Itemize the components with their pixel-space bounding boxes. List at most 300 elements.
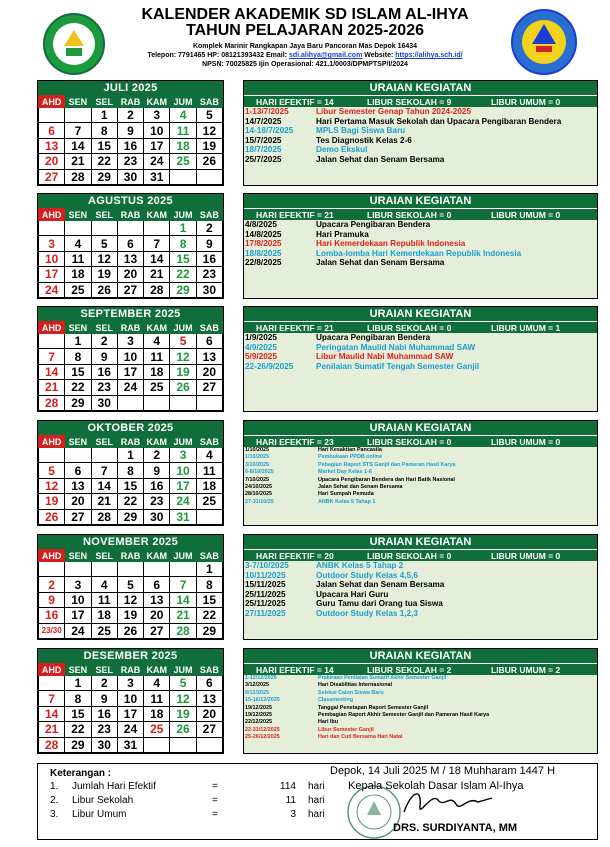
day-cell[interactable]: 8 <box>170 236 196 251</box>
month-stats <box>244 208 597 220</box>
day-cell[interactable]: 6 <box>39 123 65 138</box>
weekday-header: JUM <box>170 209 196 221</box>
day-cell[interactable]: 10 <box>65 592 91 607</box>
stat-libur-umum: LIBUR UMUM = 2 <box>491 665 561 675</box>
day-cell[interactable]: 31 <box>144 169 170 184</box>
day-cell <box>39 334 65 349</box>
day-cell <box>144 221 170 236</box>
event-row <box>244 571 597 581</box>
day-cell <box>196 169 222 184</box>
day-cell[interactable]: 21 <box>39 380 65 395</box>
day-cell[interactable]: 19 <box>196 138 222 153</box>
day-cell <box>39 562 65 577</box>
day-cell[interactable]: 9 <box>196 236 222 251</box>
day-cell[interactable]: 3 <box>117 334 143 349</box>
day-cell[interactable]: 20 <box>117 267 143 282</box>
day-cell[interactable]: 11 <box>144 691 170 706</box>
event-row <box>244 682 597 689</box>
event-row <box>244 727 597 734</box>
day-cell[interactable]: 19 <box>170 706 196 721</box>
day-cell[interactable]: 19 <box>39 494 65 509</box>
day-cell[interactable]: 30 <box>117 169 143 184</box>
day-cell[interactable]: 24 <box>117 380 143 395</box>
day-cell[interactable]: 16 <box>144 478 170 493</box>
day-cell[interactable]: 5 <box>117 577 143 592</box>
day-cell[interactable]: 6 <box>196 334 222 349</box>
header <box>0 0 610 78</box>
event-row <box>244 491 597 498</box>
day-cell[interactable]: 2 <box>39 577 65 592</box>
day-cell[interactable]: 25 <box>144 722 170 737</box>
day-cell[interactable]: 1 <box>65 676 91 691</box>
weekday-header: RAB <box>117 209 143 221</box>
day-cell[interactable]: 27 <box>196 380 222 395</box>
day-cell[interactable]: 29 <box>91 169 117 184</box>
day-cell[interactable]: 13 <box>39 138 65 153</box>
events-panel <box>243 306 598 412</box>
day-cell[interactable]: 7 <box>91 463 117 478</box>
day-cell[interactable]: 7 <box>39 691 65 706</box>
event-name: Upacara Pengibaran Bendera <box>316 333 431 342</box>
day-cell[interactable]: 15 <box>170 251 196 266</box>
day-cell[interactable]: 5 <box>39 463 65 478</box>
stat-libur-sekolah: LIBUR SEKOLAH = 0 <box>367 323 452 333</box>
day-cell[interactable]: 11 <box>170 123 196 138</box>
day-cell[interactable]: 29 <box>65 395 91 410</box>
event-row <box>244 734 597 741</box>
day-cell[interactable]: 22 <box>170 267 196 282</box>
day-cell[interactable]: 12 <box>91 251 117 266</box>
event-name: Pembukaan PPDB online <box>318 454 383 461</box>
day-cell[interactable]: 21 <box>65 154 91 169</box>
event-name: MPLS Bagi Siswa Baru <box>316 126 406 136</box>
event-date: 4/8/2025 <box>245 220 277 229</box>
day-cell[interactable]: 4 <box>170 108 196 123</box>
day-cell[interactable]: 15 <box>91 138 117 153</box>
weekday-header: JUM <box>170 550 196 562</box>
event-row <box>244 697 597 704</box>
day-cell[interactable]: 26 <box>91 282 117 297</box>
day-cell[interactable]: 18 <box>65 267 91 282</box>
day-cell[interactable]: 18 <box>91 608 117 623</box>
stat-efektif: HARI EFEKTIF = 23 <box>256 437 334 447</box>
event-row <box>244 675 597 682</box>
day-cell[interactable]: 13 <box>196 691 222 706</box>
event-name: Lomba-lomba Hari Kemerdekaan Republik Indonesia <box>316 248 522 258</box>
day-cell[interactable]: 30 <box>91 737 117 752</box>
day-cell[interactable]: 5 <box>170 334 196 349</box>
month-title: SEPTEMBER 2025 <box>38 307 223 321</box>
day-cell[interactable]: 17 <box>117 706 143 721</box>
day-cell[interactable]: 14 <box>170 592 196 607</box>
event-date: 3-7/10/2025 <box>245 561 289 570</box>
day-cell[interactable]: 9 <box>91 691 117 706</box>
event-row <box>244 362 597 372</box>
event-name: Hari Sumpah Pemuda <box>318 491 374 498</box>
month-grid <box>38 435 223 525</box>
day-cell[interactable]: 12 <box>196 123 222 138</box>
stat-libur-sekolah: LIBUR SEKOLAH = 2 <box>367 665 452 675</box>
day-cell[interactable]: 15 <box>117 478 143 493</box>
weekday-header: JUM <box>170 436 196 448</box>
day-cell[interactable]: 24 <box>39 282 65 297</box>
weekday-header: KAM <box>144 436 170 448</box>
event-row <box>244 343 597 353</box>
day-cell[interactable]: 27 <box>117 282 143 297</box>
day-cell[interactable]: 31 <box>170 509 196 524</box>
day-cell[interactable]: 6 <box>144 577 170 592</box>
month-calendar <box>37 648 224 754</box>
weekday-header: SEL <box>91 209 117 221</box>
day-cell[interactable]: 16 <box>196 251 222 266</box>
event-date: 27-31/10/25 <box>245 498 274 505</box>
event-date: 25/11/2025 <box>245 599 286 609</box>
day-cell[interactable]: 29 <box>196 623 222 638</box>
day-cell[interactable]: 12 <box>117 592 143 607</box>
event-name: Penilaian Sumatif Tengah Semester Ganjil <box>316 361 480 371</box>
event-row <box>244 609 597 619</box>
month-title: AGUSTUS 2025 <box>38 194 223 208</box>
day-cell[interactable]: 9 <box>117 123 143 138</box>
day-cell[interactable]: 1 <box>117 448 143 463</box>
weekday-header: SAB <box>196 436 222 448</box>
day-cell[interactable]: 26 <box>196 154 222 169</box>
day-cell[interactable]: 17 <box>170 478 196 493</box>
day-cell[interactable]: 3 <box>170 448 196 463</box>
day-cell[interactable]: 7 <box>65 123 91 138</box>
email-link[interactable]: sdi.alihya@gmail.com <box>288 52 363 59</box>
day-cell[interactable]: 13 <box>196 349 222 364</box>
weekday-header: RAB <box>117 550 143 562</box>
event-row <box>244 462 597 469</box>
month-grid <box>38 321 223 411</box>
day-cell[interactable]: 2 <box>144 448 170 463</box>
weekday-header: SEN <box>65 96 91 108</box>
day-cell[interactable]: 18 <box>170 138 196 153</box>
day-cell[interactable]: 28 <box>39 395 65 410</box>
day-cell[interactable]: 24 <box>117 722 143 737</box>
day-cell[interactable]: 29 <box>170 282 196 297</box>
day-cell[interactable]: 27 <box>65 509 91 524</box>
day-cell[interactable]: 6 <box>117 236 143 251</box>
day-cell[interactable]: 8 <box>65 349 91 364</box>
day-cell[interactable]: 25 <box>144 380 170 395</box>
day-cell[interactable]: 26 <box>39 509 65 524</box>
day-cell[interactable]: 3 <box>65 577 91 592</box>
stat-libur-umum: LIBUR UMUM = 0 <box>491 551 561 561</box>
day-cell[interactable]: 15 <box>196 592 222 607</box>
day-cell[interactable]: 22 <box>65 722 91 737</box>
day-cell[interactable]: 26 <box>117 623 143 638</box>
day-cell[interactable]: 4 <box>144 676 170 691</box>
weekday-header: AHD <box>39 664 65 676</box>
day-cell[interactable]: 28 <box>91 509 117 524</box>
day-cell[interactable]: 10 <box>144 123 170 138</box>
day-cell[interactable]: 19 <box>91 267 117 282</box>
stat-libur-umum: LIBUR UMUM = 1 <box>491 323 561 333</box>
weekday-header: SAB <box>196 96 222 108</box>
event-row <box>244 447 597 454</box>
event-date: 22/8/2025 <box>245 258 282 268</box>
day-cell[interactable]: 28 <box>170 623 196 638</box>
event-name: Tanggal Penetapan Raport Semester Ganjil <box>318 704 429 711</box>
day-cell[interactable]: 11 <box>65 251 91 266</box>
day-cell[interactable]: 9 <box>144 463 170 478</box>
day-cell[interactable]: 2 <box>91 676 117 691</box>
event-date: 14/7/2025 <box>245 116 282 126</box>
day-cell[interactable]: 18 <box>144 364 170 379</box>
day-cell[interactable]: 8 <box>117 463 143 478</box>
events-panel <box>243 420 598 526</box>
day-cell[interactable]: 3 <box>39 236 65 251</box>
day-cell[interactable]: 23/30 <box>39 623 65 638</box>
event-row <box>244 719 597 726</box>
day-cell[interactable]: 1 <box>196 562 222 577</box>
event-date: 5/9/2025 <box>245 352 277 362</box>
day-cell[interactable]: 3 <box>144 108 170 123</box>
event-list <box>244 675 597 742</box>
day-cell[interactable]: 12 <box>39 478 65 493</box>
stat-efektif: HARI EFEKTIF = 21 <box>256 210 334 220</box>
day-cell[interactable]: 25 <box>170 154 196 169</box>
day-cell[interactable]: 12 <box>170 691 196 706</box>
day-cell[interactable]: 12 <box>170 349 196 364</box>
day-cell[interactable]: 27 <box>144 623 170 638</box>
day-cell[interactable]: 23 <box>91 722 117 737</box>
day-cell[interactable]: 16 <box>117 138 143 153</box>
weekday-header: AHD <box>39 96 65 108</box>
event-name: Outdoor Study Kelas 1,2,3 <box>316 608 418 618</box>
event-row <box>244 599 597 609</box>
day-cell[interactable]: 13 <box>65 478 91 493</box>
day-cell[interactable]: 20 <box>196 364 222 379</box>
day-cell[interactable]: 23 <box>91 380 117 395</box>
day-cell[interactable]: 14 <box>144 251 170 266</box>
day-cell <box>196 737 222 752</box>
day-cell <box>39 108 65 123</box>
day-cell[interactable]: 20 <box>144 608 170 623</box>
website-link[interactable]: https://alihya.sch.id/ <box>395 52 463 59</box>
day-cell[interactable]: 8 <box>91 123 117 138</box>
event-row <box>244 477 597 484</box>
event-date: 18/7/2025 <box>245 145 282 155</box>
event-name: Guru Tamu dari Orang tua Siswa <box>316 599 443 609</box>
day-cell[interactable]: 14 <box>39 706 65 721</box>
day-cell[interactable]: 21 <box>144 267 170 282</box>
day-cell[interactable]: 4 <box>65 236 91 251</box>
day-cell[interactable]: 24 <box>65 623 91 638</box>
event-row <box>244 230 597 240</box>
day-cell[interactable]: 19 <box>170 364 196 379</box>
day-cell[interactable]: 16 <box>91 706 117 721</box>
day-cell[interactable]: 9 <box>91 349 117 364</box>
month-grid <box>38 549 223 639</box>
day-cell[interactable]: 3 <box>117 676 143 691</box>
event-date: 6/12/2025 <box>245 689 269 696</box>
day-cell[interactable]: 21 <box>170 608 196 623</box>
day-cell[interactable]: 14 <box>65 138 91 153</box>
day-cell[interactable]: 27 <box>196 722 222 737</box>
day-cell[interactable]: 11 <box>196 463 222 478</box>
day-cell[interactable]: 22 <box>196 608 222 623</box>
day-cell[interactable]: 7 <box>170 577 196 592</box>
day-cell[interactable]: 17 <box>144 138 170 153</box>
day-cell[interactable]: 23 <box>117 154 143 169</box>
day-cell[interactable]: 25 <box>65 282 91 297</box>
day-cell[interactable]: 7 <box>39 349 65 364</box>
day-cell[interactable]: 15 <box>65 364 91 379</box>
summary-row-efektif: 1. Jumlah Hari Efektif = 114 hari <box>50 781 325 792</box>
weekday-header: JUM <box>170 664 196 676</box>
day-cell[interactable]: 17 <box>39 267 65 282</box>
day-cell[interactable]: 22 <box>65 380 91 395</box>
day-cell[interactable]: 4 <box>144 334 170 349</box>
day-cell[interactable]: 7 <box>144 236 170 251</box>
footer <box>37 763 598 840</box>
weekday-header: KAM <box>144 96 170 108</box>
weekday-header: SEN <box>65 664 91 676</box>
event-name: Hari Disabilitas Internasional <box>318 682 392 689</box>
event-name: Libur Semester Ganjil <box>318 726 374 733</box>
stat-efektif: HARI EFEKTIF = 20 <box>256 551 334 561</box>
day-cell <box>170 169 196 184</box>
event-date: 7/10/2025 <box>245 476 269 483</box>
event-row <box>244 117 597 127</box>
day-cell[interactable]: 2 <box>117 108 143 123</box>
day-cell[interactable]: 4 <box>91 577 117 592</box>
day-cell[interactable]: 1 <box>65 334 91 349</box>
page-subtitle: TAHUN PELAJARAN 2025-2026 <box>186 22 424 39</box>
stat-libur-umum: LIBUR UMUM = 0 <box>491 210 561 220</box>
event-row <box>244 561 597 571</box>
day-cell[interactable]: 18 <box>144 706 170 721</box>
day-cell[interactable]: 13 <box>117 251 143 266</box>
day-cell[interactable]: 19 <box>117 608 143 623</box>
keterangan-label: Keterangan : <box>50 768 112 779</box>
day-cell[interactable]: 30 <box>144 509 170 524</box>
day-cell[interactable]: 5 <box>196 108 222 123</box>
event-name: Outdoor Study Kelas 4,5,6 <box>316 570 418 580</box>
day-cell[interactable]: 10 <box>117 691 143 706</box>
day-cell[interactable]: 9 <box>39 592 65 607</box>
event-date: 27/11/2025 <box>245 608 286 618</box>
day-cell <box>117 395 143 410</box>
day-cell[interactable]: 26 <box>170 722 196 737</box>
weekday-header: AHD <box>39 550 65 562</box>
weekday-header: SEN <box>65 436 91 448</box>
day-cell[interactable]: 14 <box>39 364 65 379</box>
day-cell[interactable]: 24 <box>144 154 170 169</box>
day-cell[interactable]: 26 <box>170 380 196 395</box>
tut-wuri-logo <box>510 8 578 76</box>
day-cell[interactable]: 10 <box>170 463 196 478</box>
event-row <box>244 469 597 476</box>
day-cell[interactable]: 30 <box>91 395 117 410</box>
day-cell[interactable]: 6 <box>196 676 222 691</box>
day-cell[interactable]: 28 <box>144 282 170 297</box>
day-cell[interactable]: 1 <box>91 108 117 123</box>
event-date: 1/10/2025 <box>245 447 269 453</box>
day-cell[interactable]: 21 <box>91 494 117 509</box>
weekday-header: RAB <box>117 436 143 448</box>
day-cell[interactable]: 25 <box>196 494 222 509</box>
event-date: 24/10/2025 <box>245 484 272 491</box>
day-cell[interactable]: 22 <box>91 154 117 169</box>
event-date: 25-26/12/2025 <box>245 734 280 741</box>
stat-libur-sekolah: LIBUR SEKOLAH = 0 <box>367 210 452 220</box>
day-cell[interactable]: 17 <box>117 364 143 379</box>
day-cell[interactable]: 23 <box>196 267 222 282</box>
day-cell[interactable]: 30 <box>196 282 222 297</box>
event-row <box>244 690 597 697</box>
month-grid <box>38 208 223 298</box>
day-cell[interactable]: 2 <box>196 221 222 236</box>
event-date: 15/11/2025 <box>245 580 286 590</box>
day-cell <box>39 676 65 691</box>
day-cell[interactable]: 24 <box>170 494 196 509</box>
day-cell[interactable]: 23 <box>144 494 170 509</box>
day-cell <box>144 737 170 752</box>
event-row <box>244 712 597 719</box>
day-cell[interactable]: 28 <box>39 737 65 752</box>
day-cell[interactable]: 13 <box>144 592 170 607</box>
day-cell[interactable]: 20 <box>65 494 91 509</box>
day-cell[interactable]: 20 <box>196 706 222 721</box>
day-cell[interactable]: 17 <box>65 608 91 623</box>
day-cell[interactable]: 22 <box>117 494 143 509</box>
school-npsn: NPSN: 70025825 Ijin Operasional: 421.1/0003/DPMPTSP/I/2024 <box>202 61 408 68</box>
panel-title: URAIAN KEGIATAN <box>244 649 597 663</box>
event-row <box>244 352 597 362</box>
day-cell[interactable]: 29 <box>117 509 143 524</box>
day-cell[interactable]: 1 <box>170 221 196 236</box>
day-cell[interactable]: 14 <box>91 478 117 493</box>
event-name: Classmeeting <box>318 697 354 704</box>
day-cell[interactable]: 28 <box>65 169 91 184</box>
day-cell[interactable]: 16 <box>91 364 117 379</box>
school-contact: Telepon: 7791465 HP: 08121393432 Email: sdi.alihya@gmail.com Website: https://alihya.sch.id/ <box>147 52 463 59</box>
day-cell[interactable]: 15 <box>65 706 91 721</box>
day-cell[interactable]: 11 <box>91 592 117 607</box>
day-cell[interactable]: 18 <box>196 478 222 493</box>
day-cell[interactable]: 5 <box>170 676 196 691</box>
day-cell[interactable]: 5 <box>91 236 117 251</box>
day-cell[interactable]: 29 <box>65 737 91 752</box>
day-cell[interactable]: 25 <box>91 623 117 638</box>
day-cell[interactable]: 10 <box>39 251 65 266</box>
day-cell[interactable]: 4 <box>196 448 222 463</box>
event-date: 25/11/2025 <box>245 589 286 599</box>
day-cell[interactable]: 21 <box>39 722 65 737</box>
day-cell[interactable]: 31 <box>117 737 143 752</box>
day-cell[interactable]: 16 <box>39 608 65 623</box>
day-cell[interactable]: 6 <box>65 463 91 478</box>
events-panel <box>243 534 598 640</box>
stat-libur-umum: LIBUR UMUM = 0 <box>491 97 561 107</box>
day-cell[interactable]: 8 <box>65 691 91 706</box>
day-cell[interactable]: 20 <box>39 154 65 169</box>
day-cell[interactable]: 27 <box>39 169 65 184</box>
day-cell[interactable]: 10 <box>117 349 143 364</box>
event-name: Hari Kemerdekaan Republik Indonesia <box>316 239 466 249</box>
day-cell[interactable]: 8 <box>196 577 222 592</box>
weekday-header: JUM <box>170 322 196 334</box>
weekday-header: SEN <box>65 322 91 334</box>
day-cell[interactable]: 2 <box>91 334 117 349</box>
month-calendar <box>37 193 224 299</box>
event-row <box>244 249 597 259</box>
day-cell[interactable]: 11 <box>144 349 170 364</box>
